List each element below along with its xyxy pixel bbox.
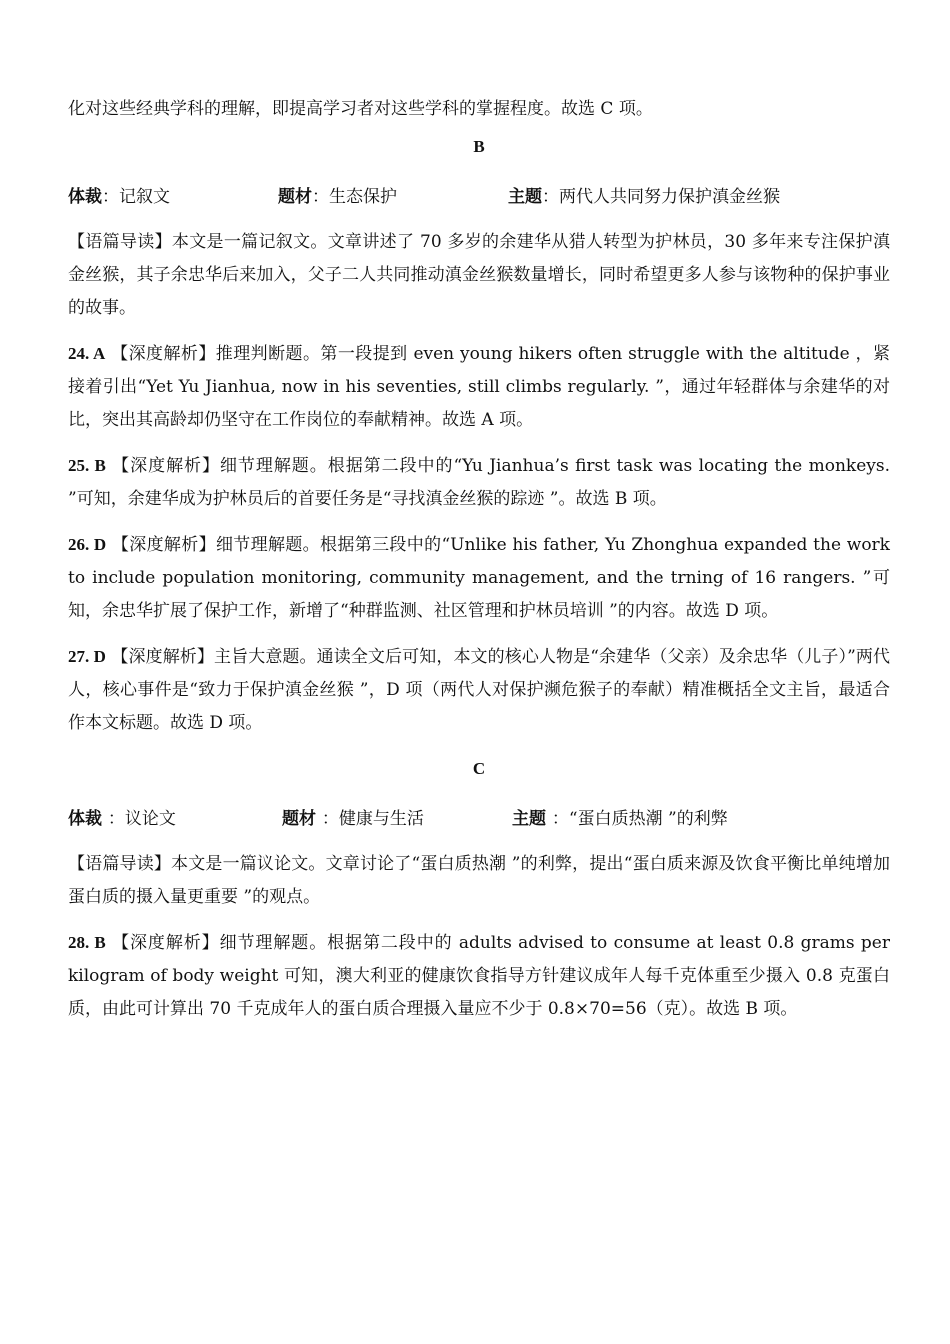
genre-value: ：议论文 <box>107 809 176 829</box>
section-b-heading: B <box>473 137 485 156</box>
genre-value: ：记叙文 <box>102 187 170 207</box>
theme-label: 主题 <box>508 187 542 207</box>
question-28-analysis: 【深度解析】细节理解题。根据第二段中的 adults advised to consume at least 0.8 grams per kilogram of body weight 可知，澳大利亚的健康饮食指导方针建议成年人每千克体重至少摄入 0.8 克蛋白质，由此可计算出 70 千克成年人的蛋白质合理摄入量应不少于 0.8×70=56（克）。故选 B 项。 <box>68 933 890 1019</box>
section-c-topic <box>282 802 512 836</box>
section-b-meta <box>68 180 890 214</box>
question-26-analysis: 【深度解析】细节理解题。根据第三段中的“Unlike his father, Yu Zhonghua expanded the work to include population monitoring, community management, and the trning of 16 rangers. ”可知，余忠华扩展了保护工作，新增了“种群监测、社区管理和护林员培训 ”的内容。故选 D 项。 <box>68 535 890 621</box>
question-28-answer: 28. B <box>68 933 106 952</box>
section-c-theme <box>512 802 728 836</box>
section-c-heading: C <box>472 759 486 778</box>
section-b-guide: 【语篇导读】本文是一篇记叙文。文章讲述了 70 多岁的余建华从猎人转型为护林员，30 多年来专注保护滇金丝猴，其子余忠华后来加入，父子二人共同推动滇金丝猴数量增长，同时希望更多人参与该物种的保护事业的故事。 <box>68 232 890 318</box>
question-27-analysis: 【深度解析】主旨大意题。通读全文后可知，本文的核心人物是“余建华（父亲）及余忠华（儿子）”两代人，核心事件是“致力于保护滇金丝猴 ”，D 项（两代人对保护濒危猴子的奉献）精准概括全文主旨，最适合作本文标题。故选 D 项。 <box>68 647 890 733</box>
section-c-meta <box>68 802 890 836</box>
question-25-answer: 25. B <box>68 456 106 475</box>
question-24-answer: 24. A <box>68 344 106 363</box>
question-28 <box>68 926 890 1026</box>
topic-label: 题材 <box>278 187 312 207</box>
topic-value: ：健康与生活 <box>321 809 424 829</box>
section-b-topic <box>278 180 508 214</box>
theme-label: 主题 <box>512 809 552 829</box>
answer-document <box>68 92 890 1026</box>
question-26 <box>68 528 890 628</box>
topic-value: ：生态保护 <box>312 187 397 207</box>
genre-label: 体裁 <box>68 809 108 829</box>
theme-value: ：“蛋白质热潮 ”的利弊 <box>551 809 728 829</box>
question-25-analysis: 【深度解析】细节理解题。根据第二段中的“Yu Jianhua’s first task was locating the monkeys. ”可知，余建华成为护林员后的首要任务是“寻找滇金丝猴的踪迹 ”。故选 B 项。 <box>68 456 891 509</box>
topic-label: 题材 <box>282 809 322 829</box>
question-27-answer: 27. D <box>68 647 106 666</box>
section-c-guide: 【语篇导读】本文是一篇议论文。文章讨论了“蛋白质热潮 ”的利弊，提出“蛋白质来源及饮食平衡比单纯增加蛋白质的摄入量更重要 ”的观点。 <box>68 854 890 907</box>
question-26-answer: 26. D <box>68 535 107 554</box>
question-24-analysis: 【深度解析】推理判断题。第一段提到 even young hikers often struggle with the altitude ，紧接着引出“Yet Yu Jianhua, now in his seventies, still climbs regularly. ”，通过年轻群体与余建华的对比，突出其高龄却仍坚守在工作岗位的奉献精神。故选 A 项。 <box>68 344 890 430</box>
section-b-theme <box>508 180 780 214</box>
question-24 <box>68 337 890 437</box>
question-27 <box>68 640 890 740</box>
section-c-genre <box>68 802 282 836</box>
intro-tail-paragraph: 化对这些经典学科的理解，即提高学习者对这些学科的掌握程度。故选 C 项。 <box>68 99 653 119</box>
question-25 <box>68 449 890 516</box>
genre-label: 体裁 <box>68 187 102 207</box>
theme-value: ：两代人共同努力保护滇金丝猴 <box>542 187 780 207</box>
section-b-genre <box>68 180 278 214</box>
